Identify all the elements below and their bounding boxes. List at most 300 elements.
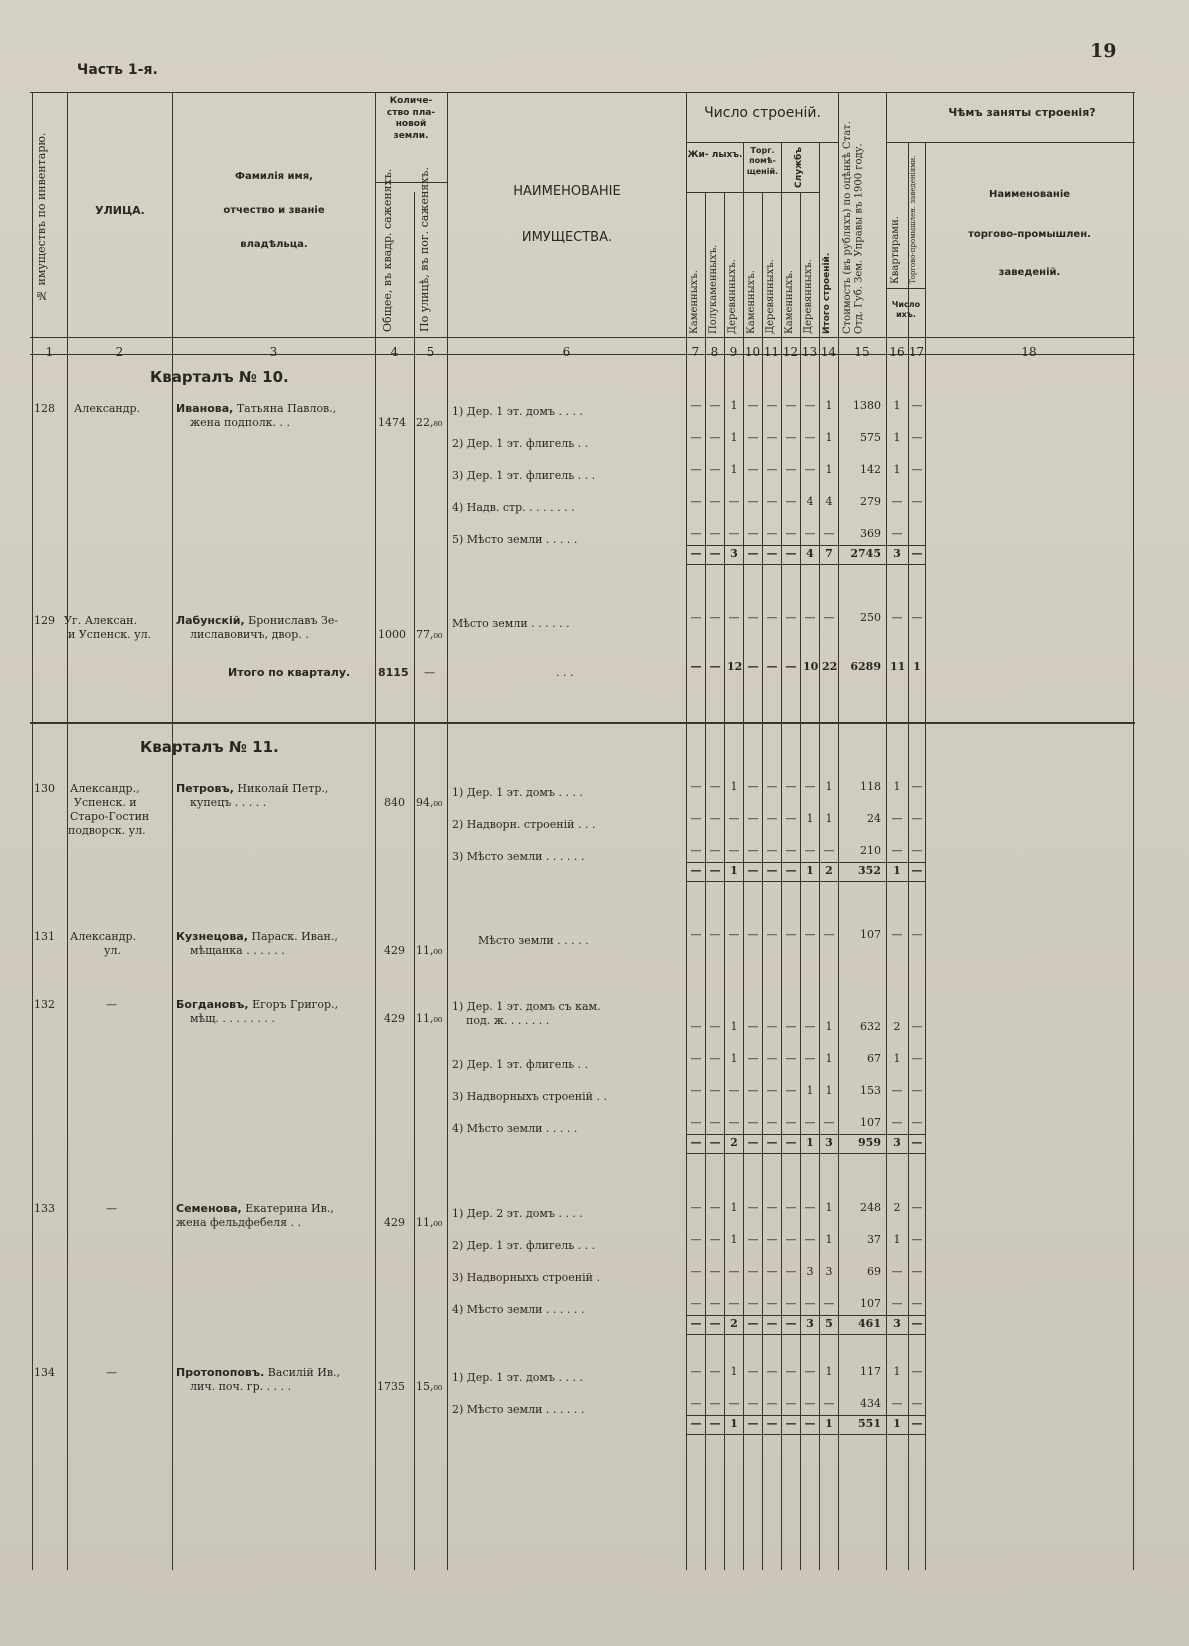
valuation-value: 250 <box>860 611 881 624</box>
column-number: 2 <box>115 345 124 359</box>
header-c18-a: Наименованіе <box>988 189 1071 200</box>
building-count-c13: — <box>804 844 816 857</box>
header-owner-b: отчество и званіе <box>223 205 325 216</box>
occupancy-c16: — <box>891 1116 903 1129</box>
col-line <box>414 192 415 1570</box>
p133-owner-name: Екатерина Ив., <box>245 1202 334 1215</box>
p132-owner-title: мѣщ. . . . . . . . . <box>190 1012 275 1025</box>
building-count-c8: — <box>709 1417 721 1430</box>
quarter-11-title: Кварталъ № 11. <box>140 738 279 756</box>
occupancy-c16: 2 <box>893 1020 901 1033</box>
p132-item-4: 4) Мѣсто земли . . . . . <box>452 1122 578 1135</box>
valuation-value: 6289 <box>850 660 881 673</box>
building-count-c12: — <box>785 660 797 673</box>
building-count-c10: — <box>747 1084 759 1097</box>
column-number: 5 <box>426 345 435 359</box>
header-subline <box>686 192 819 193</box>
building-count-c7: — <box>690 1201 702 1214</box>
building-count-c9: 1 <box>730 399 738 412</box>
building-count-c7: — <box>690 463 702 476</box>
p132-item-3: 3) Надворныхъ строеній . . <box>452 1090 607 1103</box>
building-count-c8: — <box>709 611 721 624</box>
occupancy-c16: 1 <box>893 1365 901 1378</box>
building-count-c14: — <box>823 1297 835 1310</box>
valuation-value: 118 <box>860 780 881 793</box>
p128-item-5: 5) Мѣсто земли . . . . . <box>452 533 578 546</box>
building-count-c9: — <box>728 928 740 941</box>
header-area: Общее, въ квадр. саженяхъ. <box>381 168 394 332</box>
building-count-c11: — <box>766 611 778 624</box>
header-c15: Стоимость (въ рубляхъ) по оцѣнкѣ Стат. Отд. Губ. Зем. Управы въ 1900 году. <box>842 121 865 334</box>
building-count-c12: — <box>785 1265 797 1278</box>
occupancy-c16: 1 <box>893 463 901 476</box>
building-count-c7: — <box>690 1417 702 1430</box>
p129-owner-surname: Лабунскій, <box>176 614 245 627</box>
valuation-value: 959 <box>858 1136 881 1149</box>
p130-street-4: подворск. ул. <box>68 824 146 837</box>
p131-street-2: ул. <box>104 944 121 957</box>
building-count-c14: 1 <box>825 463 833 476</box>
header-c9: Деревянныхъ. <box>727 259 738 334</box>
occupancy-c17: — <box>911 399 923 412</box>
part-label: Часть 1-я. <box>77 62 158 78</box>
p129-item: Мѣсто земли . . . . . . <box>452 617 570 630</box>
building-count-c13: — <box>804 780 816 793</box>
occupancy-c17: — <box>911 1397 923 1410</box>
building-count-c14: 1 <box>825 1365 833 1378</box>
header-owner-a: Фамилія имя, <box>235 171 313 182</box>
column-number: 14 <box>820 345 837 359</box>
header-c7: Каменныхъ. <box>689 270 700 334</box>
p130-no: 130 <box>34 782 55 795</box>
building-count-c14: — <box>823 611 835 624</box>
building-count-c10: — <box>747 928 759 941</box>
building-count-c7: — <box>690 812 702 825</box>
building-count-c11: — <box>766 1265 778 1278</box>
occupancy-c17: — <box>911 1365 923 1378</box>
p131-street: Александр. <box>70 930 137 943</box>
building-count-c12: — <box>785 928 797 941</box>
valuation-value: 153 <box>860 1084 881 1097</box>
column-number: 1 <box>45 345 54 359</box>
occupancy-c17: — <box>911 864 923 877</box>
p129-front: 77,₀₀ <box>416 628 443 641</box>
p130-owner-title: купецъ . . . . . <box>190 796 267 809</box>
page-number: 19 <box>1090 40 1117 62</box>
p131-owner-title: мѣщанка . . . . . . <box>190 944 285 957</box>
p128-owner-title: жена подполк. . . <box>190 416 291 429</box>
building-count-c7: — <box>690 928 702 941</box>
valuation-value: 107 <box>860 928 881 941</box>
building-count-c11: — <box>766 527 778 540</box>
occupancy-c17: — <box>911 495 923 508</box>
building-count-c9: 1 <box>730 1417 738 1430</box>
occupancy-c17: — <box>911 928 923 941</box>
p133-owner-title: жена фельдфебеля . . <box>176 1216 302 1229</box>
p129-street: Уг. Алексан. <box>64 614 137 627</box>
building-count-c13: — <box>804 527 816 540</box>
building-count-c10: — <box>747 527 759 540</box>
building-count-c11: — <box>766 864 778 877</box>
building-count-c12: — <box>785 1136 797 1149</box>
building-count-c12: — <box>785 547 797 560</box>
building-count-c13: — <box>804 1365 816 1378</box>
building-count-c13: 1 <box>806 812 814 825</box>
building-count-c8: — <box>709 1116 721 1129</box>
p134-item-2: 2) Мѣсто земли . . . . . . <box>452 1403 585 1416</box>
occupancy-c16: — <box>891 844 903 857</box>
p128-owner <box>176 402 336 415</box>
building-count-c11: — <box>766 1116 778 1129</box>
building-count-c12: — <box>785 1020 797 1033</box>
building-count-c10: — <box>747 1317 759 1330</box>
building-count-c12: — <box>785 1297 797 1310</box>
building-count-c7: — <box>690 1365 702 1378</box>
building-count-c13: — <box>804 1020 816 1033</box>
p132-item-1b: под. ж. . . . . . . <box>466 1014 550 1027</box>
building-count-c13: — <box>804 1233 816 1246</box>
occupancy-c16: — <box>891 611 903 624</box>
occupancy-c16: 3 <box>893 547 901 560</box>
building-count-c7: — <box>690 1052 702 1065</box>
header-buildings: Число строеній. <box>704 105 821 121</box>
building-count-c8: — <box>709 864 721 877</box>
occupancy-c16: — <box>891 1297 903 1310</box>
building-count-c9: 1 <box>730 1365 738 1378</box>
building-count-c14: 1 <box>825 1201 833 1214</box>
building-count-c10: — <box>747 844 759 857</box>
building-count-c13: — <box>804 463 816 476</box>
p129-no: 129 <box>34 614 55 627</box>
building-count-c11: — <box>766 660 778 673</box>
occupancy-c17: — <box>911 1417 923 1430</box>
building-count-c8: — <box>709 1052 721 1065</box>
building-count-c12: — <box>785 1116 797 1129</box>
header-c14: Итого строеній. <box>822 252 832 334</box>
building-count-c13: — <box>804 431 816 444</box>
building-count-c9: — <box>728 844 740 857</box>
building-count-c9: 12 <box>727 660 743 673</box>
occupancy-c16: 1 <box>893 780 901 793</box>
header-subline <box>886 142 1135 143</box>
occupancy-c17: — <box>911 1233 923 1246</box>
valuation-value: 37 <box>867 1233 881 1246</box>
building-count-c11: — <box>766 1365 778 1378</box>
building-count-c7: — <box>690 547 702 560</box>
building-count-c13: — <box>804 1052 816 1065</box>
building-count-c9: 2 <box>730 1136 738 1149</box>
p131-owner <box>176 930 338 943</box>
p133-area: 429 <box>384 1216 405 1229</box>
header-c12: Каменныхъ. <box>784 270 795 334</box>
building-count-c13: — <box>804 928 816 941</box>
building-count-c7: — <box>690 1084 702 1097</box>
p133-no: 133 <box>34 1202 55 1215</box>
building-count-c14: 1 <box>825 1233 833 1246</box>
building-count-c7: — <box>690 844 702 857</box>
col-line <box>172 92 173 1570</box>
building-count-c12: — <box>785 431 797 444</box>
building-count-c11: — <box>766 399 778 412</box>
column-number: 17 <box>908 345 925 359</box>
building-count-c9: — <box>728 1084 740 1097</box>
building-count-c13: — <box>804 399 816 412</box>
building-count-c10: — <box>747 1136 759 1149</box>
building-count-c13: — <box>804 611 816 624</box>
p132-no: 132 <box>34 998 55 1011</box>
building-count-c7: — <box>690 660 702 673</box>
p131-owner-surname: Кузнецова, <box>176 930 248 943</box>
p134-owner <box>176 1366 340 1379</box>
building-count-c9: 1 <box>730 780 738 793</box>
header-street: УЛИЦА. <box>95 204 145 217</box>
valuation-value: 369 <box>860 527 881 540</box>
header-c8: Полукаменныхъ. <box>708 244 719 334</box>
occupancy-c16: — <box>891 495 903 508</box>
building-count-c9: 1 <box>730 1233 738 1246</box>
building-count-c9: 3 <box>730 547 738 560</box>
valuation-value: 1380 <box>853 399 881 412</box>
building-count-c10: — <box>747 864 759 877</box>
col-line <box>686 92 687 1570</box>
building-count-c8: — <box>709 844 721 857</box>
p130-owner-name: Николай Петр., <box>237 782 329 795</box>
building-count-c8: — <box>709 547 721 560</box>
building-count-c8: — <box>709 780 721 793</box>
p130-item-1: 1) Дер. 1 эт. домъ . . . . <box>452 786 583 799</box>
p134-no: 134 <box>34 1366 55 1379</box>
building-count-c14: 4 <box>825 495 833 508</box>
occupancy-c17: — <box>911 1297 923 1310</box>
column-number: 3 <box>269 345 278 359</box>
building-count-c11: — <box>766 928 778 941</box>
header-c11: Деревянныхъ. <box>765 259 776 334</box>
building-count-c9: 1 <box>730 431 738 444</box>
p131-no: 131 <box>34 930 55 943</box>
building-count-c11: — <box>766 1317 778 1330</box>
building-count-c12: — <box>785 1417 797 1430</box>
column-number: 12 <box>782 345 799 359</box>
building-count-c12: — <box>785 844 797 857</box>
p130-area: 840 <box>384 796 405 809</box>
col-line <box>32 92 33 1570</box>
building-count-c14: — <box>823 844 835 857</box>
building-count-c12: — <box>785 1365 797 1378</box>
p134-front: 15,₀₀ <box>416 1380 443 1393</box>
occupancy-c16: — <box>891 527 903 540</box>
p132-front: 11,₀₀ <box>416 1012 443 1025</box>
p131-front: 11,₀₀ <box>416 944 443 957</box>
header-property-b: ИМУЩЕСТВА. <box>521 230 613 245</box>
building-count-c10: — <box>747 1397 759 1410</box>
building-count-c9: — <box>728 1297 740 1310</box>
p130-item-3: 3) Мѣсто земли . . . . . . <box>452 850 585 863</box>
p130-owner-surname: Петровъ, <box>176 782 234 795</box>
building-count-c14: 2 <box>825 864 833 877</box>
occupancy-c16: 1 <box>893 431 901 444</box>
building-count-c11: — <box>766 1020 778 1033</box>
p133-front: 11,₀₀ <box>416 1216 443 1229</box>
valuation-value: 117 <box>860 1365 881 1378</box>
valuation-value: 142 <box>860 463 881 476</box>
building-count-c7: — <box>690 1317 702 1330</box>
q10-total-label: Итого по кварталу. <box>228 666 351 679</box>
building-count-c11: — <box>766 1052 778 1065</box>
building-count-c9: — <box>728 812 740 825</box>
occupancy-c17: — <box>911 1317 923 1330</box>
occupancy-c17: — <box>911 1136 923 1149</box>
p133-item-2: 2) Дер. 1 эт. флигель . . . <box>452 1239 596 1252</box>
header-c16: Квартирами. <box>890 216 901 284</box>
p132-street: — <box>106 998 117 1011</box>
header-count: Число ихъ. <box>891 300 921 320</box>
building-count-c9: 1 <box>730 463 738 476</box>
building-count-c14: — <box>823 527 835 540</box>
occupancy-c17: — <box>911 431 923 444</box>
building-count-c7: — <box>690 780 702 793</box>
building-count-c8: — <box>709 812 721 825</box>
col-line <box>375 92 376 1570</box>
header-property-a: НАИМЕНОВАНІЕ <box>513 184 621 199</box>
building-count-c10: — <box>747 611 759 624</box>
p129-area: 1000 <box>378 628 406 641</box>
building-count-c7: — <box>690 527 702 540</box>
building-count-c7: — <box>690 399 702 412</box>
building-count-c8: — <box>709 1136 721 1149</box>
building-count-c10: — <box>747 1020 759 1033</box>
building-count-c7: — <box>690 864 702 877</box>
occupancy-c17: — <box>911 463 923 476</box>
building-count-c10: — <box>747 1201 759 1214</box>
q10-total-dots: . . . <box>556 666 574 679</box>
p130-front: 94,₀₀ <box>416 796 443 809</box>
building-count-c8: — <box>709 399 721 412</box>
building-count-c7: — <box>690 1397 702 1410</box>
valuation-value: 2745 <box>850 547 881 560</box>
inventory-table <box>30 92 1135 1640</box>
building-count-c9: — <box>728 1397 740 1410</box>
building-count-c13: — <box>804 1297 816 1310</box>
valuation-value: 107 <box>860 1116 881 1129</box>
occupancy-c16: 1 <box>893 399 901 412</box>
building-count-c14: — <box>823 1397 835 1410</box>
building-count-c10: — <box>747 495 759 508</box>
p128-item-1: 1) Дер. 1 эт. домъ . . . . <box>452 405 583 418</box>
building-count-c14: 1 <box>825 1052 833 1065</box>
col-line <box>447 92 448 1570</box>
p129-street-2: и Успенск. ул. <box>68 628 152 641</box>
occupancy-c16: — <box>891 1397 903 1410</box>
building-count-c10: — <box>747 1116 759 1129</box>
building-count-c14: — <box>823 1116 835 1129</box>
column-number: 11 <box>763 345 780 359</box>
building-count-c11: — <box>766 1233 778 1246</box>
building-count-c13: — <box>804 1417 816 1430</box>
p134-owner-title: лич. поч. гр. . . . . <box>190 1380 292 1393</box>
occupancy-c16: — <box>891 1265 903 1278</box>
building-count-c7: — <box>690 1136 702 1149</box>
building-count-c7: — <box>690 1020 702 1033</box>
p132-area: 429 <box>384 1012 405 1025</box>
building-count-c13: 10 <box>803 660 819 673</box>
building-count-c10: — <box>747 812 759 825</box>
occupancy-c17: — <box>911 547 923 560</box>
building-count-c11: — <box>766 844 778 857</box>
header-c17: Торгово-промышлен. заведеніями. <box>909 155 917 284</box>
building-count-c14: 1 <box>825 1020 833 1033</box>
building-count-c8: — <box>709 660 721 673</box>
building-count-c14: 1 <box>825 399 833 412</box>
building-count-c8: — <box>709 1020 721 1033</box>
occupancy-c17: — <box>911 1201 923 1214</box>
p130-street: Александр., <box>70 782 140 795</box>
p134-owner-surname: Протопоповъ. <box>176 1366 265 1379</box>
building-count-c9: 1 <box>730 1052 738 1065</box>
header-subline <box>886 288 925 289</box>
building-count-c14: 3 <box>825 1265 833 1278</box>
valuation-value: 248 <box>860 1201 881 1214</box>
building-count-c12: — <box>785 1201 797 1214</box>
col-line <box>1133 92 1134 1570</box>
building-count-c10: — <box>747 1417 759 1430</box>
building-count-c9: — <box>728 1265 740 1278</box>
p132-owner-surname: Богдановъ, <box>176 998 249 1011</box>
col-line <box>838 92 839 1570</box>
column-number: 7 <box>691 345 700 359</box>
p132-item-1: 1) Дер. 1 эт. домъ съ кам. <box>452 1000 601 1013</box>
p133-item-4: 4) Мѣсто земли . . . . . . <box>452 1303 585 1316</box>
column-number: 8 <box>710 345 719 359</box>
building-count-c8: — <box>709 1397 721 1410</box>
building-count-c14: 7 <box>825 547 833 560</box>
p128-no: 128 <box>34 402 55 415</box>
header-trade: Торг. помѣ- щеній. <box>746 146 779 176</box>
valuation-value: 352 <box>858 864 881 877</box>
p128-owner-name: Татьяна Павлов., <box>236 402 337 415</box>
building-count-c10: — <box>747 660 759 673</box>
building-count-c12: — <box>785 1084 797 1097</box>
building-count-c10: — <box>747 1052 759 1065</box>
building-count-c12: — <box>785 611 797 624</box>
header-owner-c: владѣльца. <box>240 239 308 250</box>
building-count-c11: — <box>766 463 778 476</box>
building-count-c9: — <box>728 611 740 624</box>
building-count-c8: — <box>709 1233 721 1246</box>
q10-total-front: — <box>424 666 435 679</box>
building-count-c8: — <box>709 527 721 540</box>
p129-owner <box>176 614 338 627</box>
p129-owner-name: Брониславъ Зе- <box>248 614 339 627</box>
occupancy-c16: 2 <box>893 1201 901 1214</box>
valuation-value: 279 <box>860 495 881 508</box>
building-count-c8: — <box>709 495 721 508</box>
p132-owner-name: Егоръ Григор., <box>252 998 339 1011</box>
column-number: 9 <box>729 345 738 359</box>
quarter-10-title: Кварталъ № 10. <box>150 368 289 386</box>
header-occupied: Чѣмъ заняты строенія? <box>948 106 1096 119</box>
p134-item-1: 1) Дер. 1 эт. домъ . . . . <box>452 1371 583 1384</box>
header-inventory-no: № имуществъ по инвентарю. <box>35 132 48 302</box>
building-count-c11: — <box>766 812 778 825</box>
building-count-c7: — <box>690 1297 702 1310</box>
occupancy-c17: — <box>911 1052 923 1065</box>
building-count-c13: 1 <box>806 1136 814 1149</box>
building-count-c8: — <box>709 431 721 444</box>
column-number: 4 <box>390 345 399 359</box>
header-living: Жи- лыхъ. <box>687 150 743 160</box>
occupancy-c16: 1 <box>893 1417 901 1430</box>
building-count-c14: 5 <box>825 1317 833 1330</box>
